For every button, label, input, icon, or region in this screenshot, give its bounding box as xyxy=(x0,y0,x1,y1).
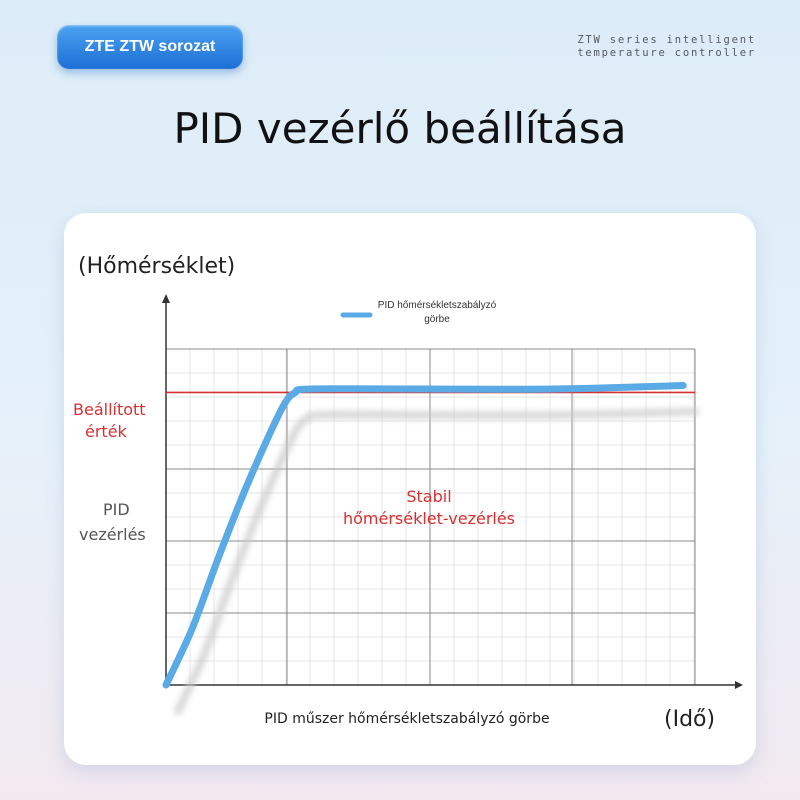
stable-label-line-1: Stabil xyxy=(406,487,452,506)
pid-curve xyxy=(166,386,683,686)
stable-label-line-2: hőmérséklet-vezérlés xyxy=(342,509,516,528)
series-note-line-1: ZTW series intelligent xyxy=(577,34,756,46)
curve-shadow xyxy=(178,412,695,712)
page-title: PID vezérlő beállítása xyxy=(173,104,627,153)
y-axis-title: (Hőmérséklet) xyxy=(78,254,236,279)
legend-label-line-2: görbe xyxy=(424,314,450,325)
setpoint-label-line-1: Beállított xyxy=(73,400,146,419)
legend-label-line-1: PID hőmérsékletszabályzó xyxy=(377,300,497,311)
series-badge: ZTE ZTW sorozat xyxy=(57,25,243,69)
setpoint-label-line-2: érték xyxy=(85,422,127,441)
y-axis-arrow xyxy=(162,294,170,303)
x-axis-arrow xyxy=(735,681,743,689)
x-axis-title: (Idő) xyxy=(664,707,716,732)
pid-label-line-1: PID xyxy=(103,500,130,519)
pid-label-line-2: vezérlés xyxy=(79,525,146,544)
series-note-line-2: temperature controller xyxy=(577,47,756,59)
chart-caption: PID műszer hőmérsékletszabályzó görbe xyxy=(264,711,550,727)
